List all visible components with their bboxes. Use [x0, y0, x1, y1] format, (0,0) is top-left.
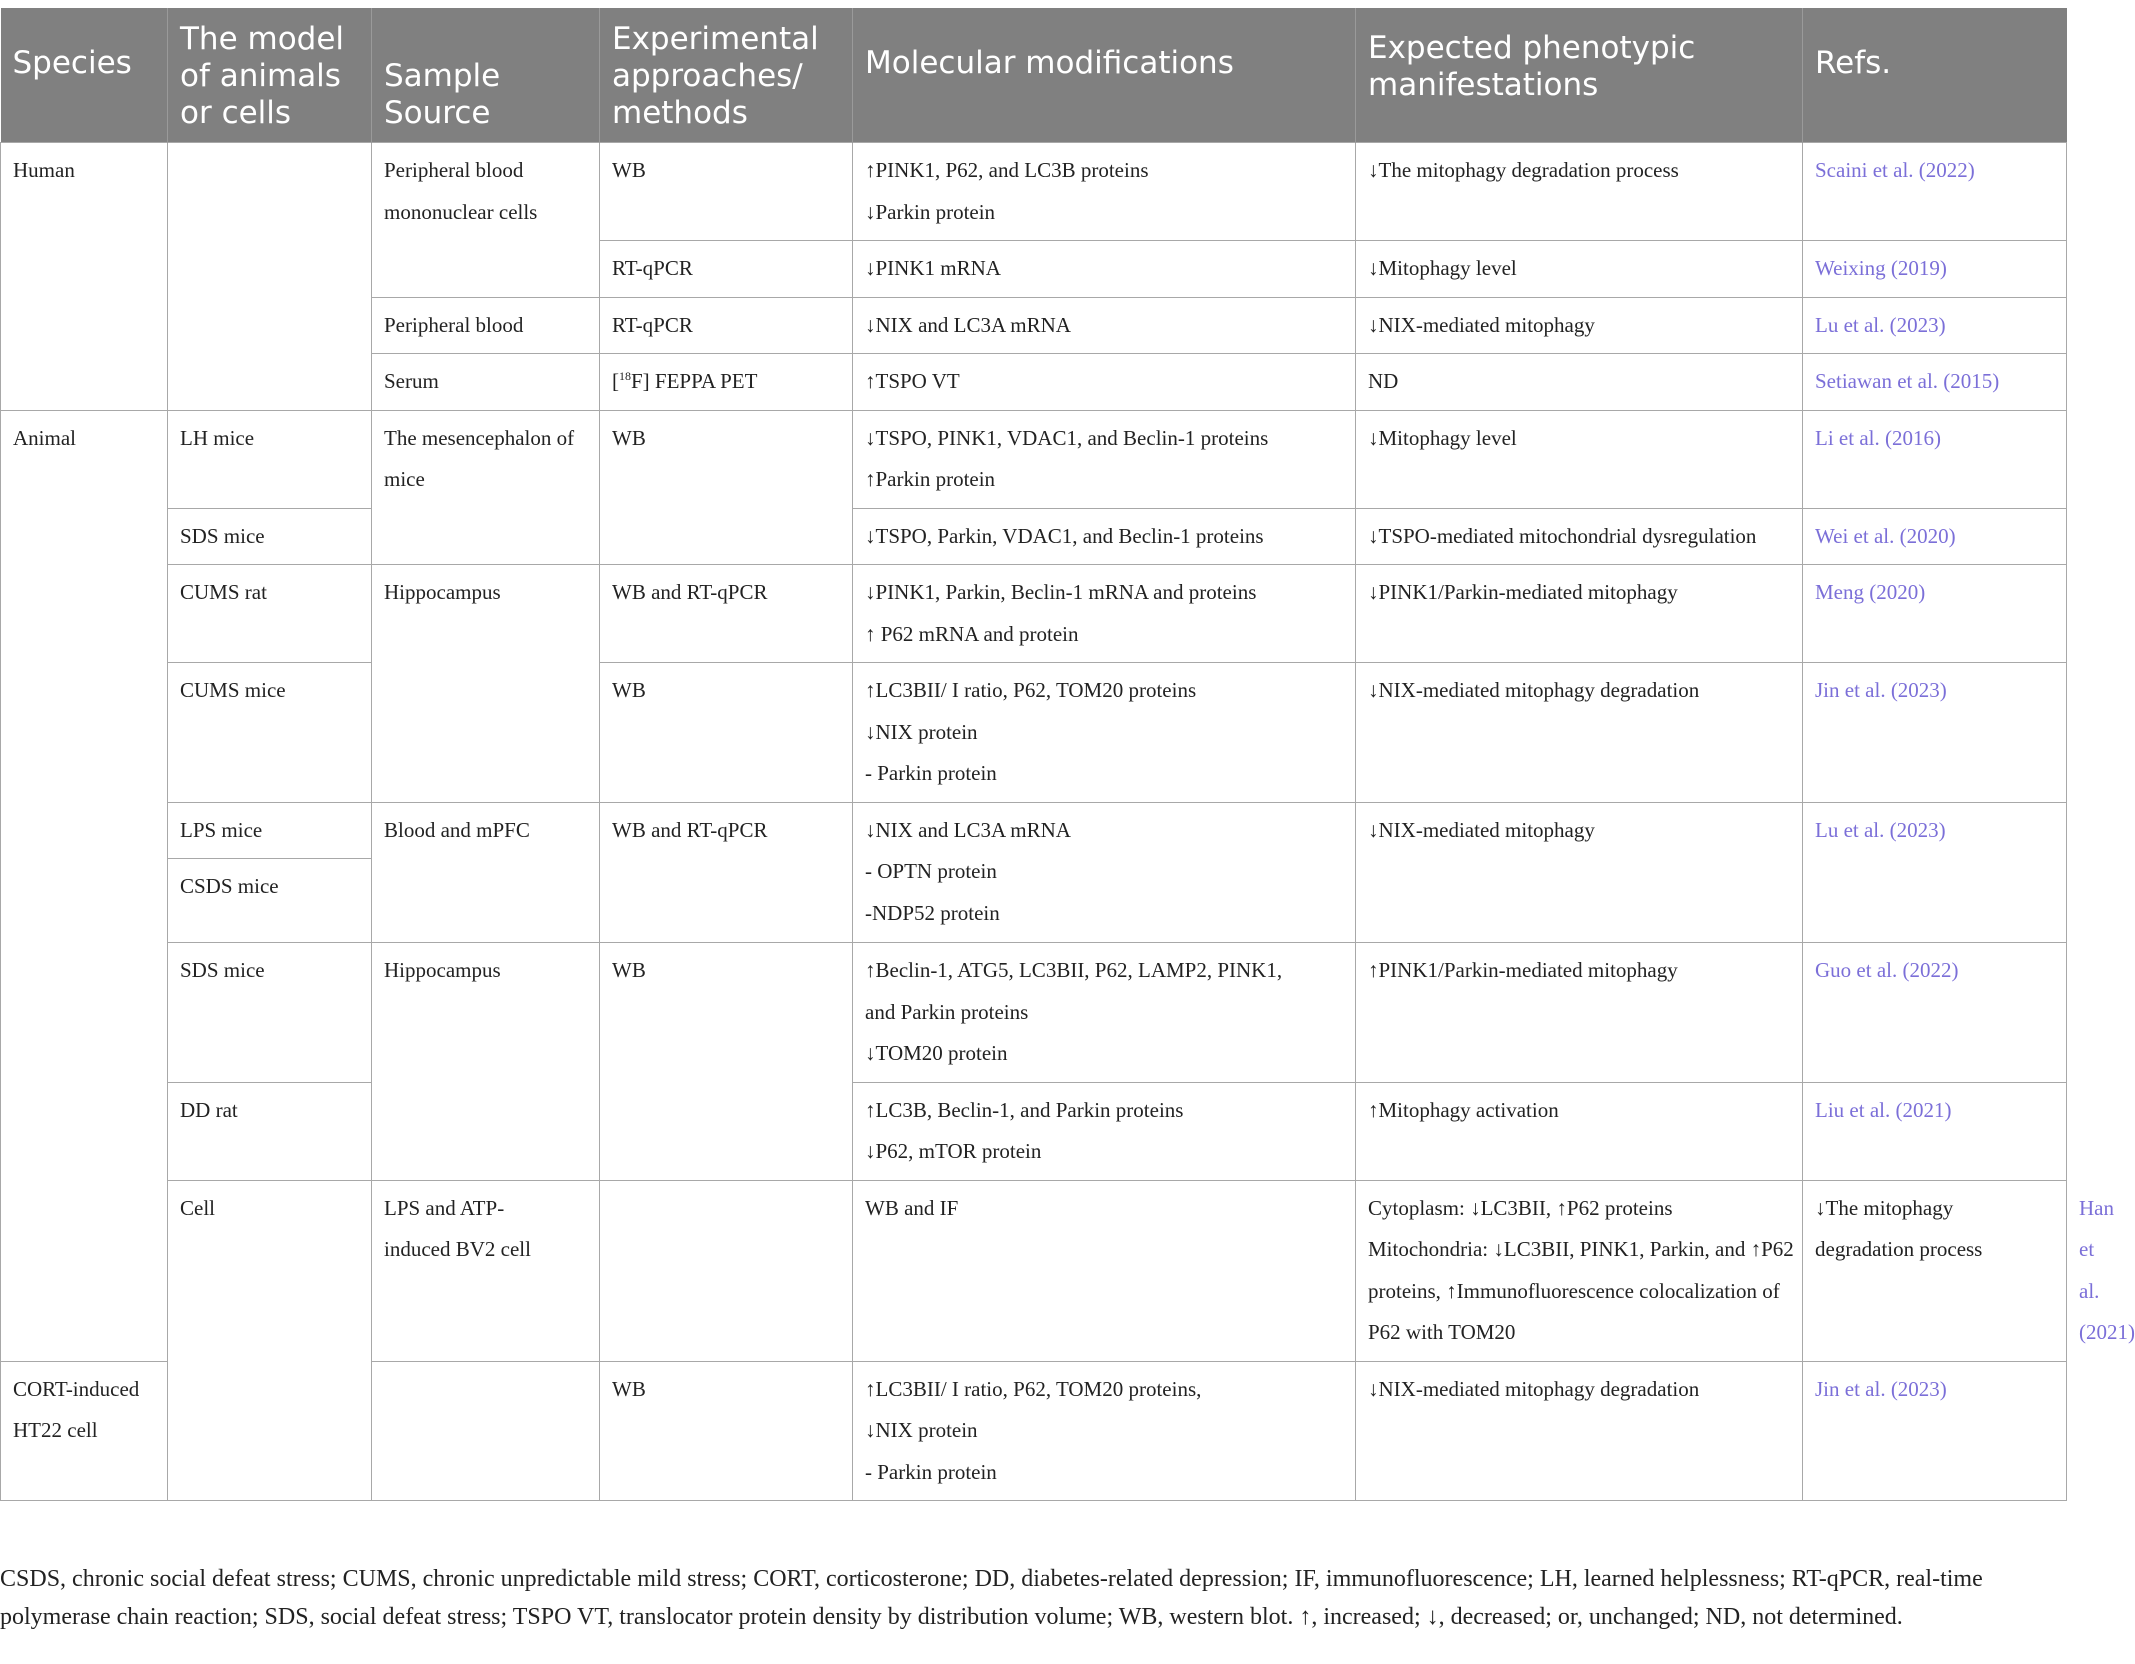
ref-cell: [1803, 241, 2067, 298]
ref-link[interactable]: Weixing (2019): [1815, 256, 1947, 280]
sample-cell-empty: [600, 1180, 853, 1361]
method-cell: RT-qPCR: [600, 297, 853, 354]
model-cell: DD rat: [168, 1082, 372, 1180]
method-cell: WB: [600, 143, 853, 241]
header-row: [1, 8, 2067, 143]
method-superscript: 18: [619, 369, 631, 383]
sample-cell: [372, 410, 600, 565]
ref-cell: [1803, 565, 2067, 663]
table-row: [1, 143, 2067, 241]
ref-link[interactable]: Guo et al. (2022): [1815, 958, 1959, 982]
phenotype-cell: ↓PINK1/Parkin-mediated mitophagy: [1356, 565, 1803, 663]
molecular-line: proteins, ↑Immunofluorescence colocalization of: [1368, 1278, 1780, 1303]
header-molecular: Molecular modifications: [853, 8, 1356, 143]
sample-cell: Hippocampus: [372, 943, 600, 1181]
phenotype-cell: ↓The mitophagy degradation process: [1803, 1180, 2067, 1361]
phenotype-cell: ↓NIX-mediated mitophagy degradation: [1356, 663, 1803, 803]
species-cell: Human: [1, 143, 168, 411]
phenotype-cell: ↓TSPO-mediated mitochondrial dysregulation: [1356, 508, 1803, 565]
ref-cell: [1803, 943, 2067, 1083]
molecular-line: and Parkin proteins: [865, 999, 1029, 1024]
molecular-line: ↓NIX protein: [865, 1418, 978, 1442]
model-cell: [1, 1361, 168, 1501]
ref-cell: [1803, 802, 2067, 943]
table-row: [1, 943, 2067, 1083]
molecular-line: ↑LC3BII/ I ratio, P62, TOM20 proteins,: [865, 1376, 1202, 1401]
phenotype-cell: ↓Mitophagy level: [1356, 241, 1803, 298]
method-cell: WB and RT-qPCR: [600, 802, 853, 943]
molecular-cell: [853, 1361, 1356, 1501]
ref-link[interactable]: Liu et al. (2021): [1815, 1097, 1952, 1122]
model-cell: SDS mice: [168, 508, 372, 565]
header-refs: Refs.: [1803, 8, 2067, 143]
mitophagy-table-container: [0, 8, 2135, 1501]
molecular-line: ↓Parkin protein: [865, 199, 996, 224]
model-line: HT22 cell: [13, 1418, 98, 1442]
molecular-cell: [853, 1082, 1356, 1180]
header-model: The model of animals or cells: [168, 8, 372, 143]
model-cell-empty: [168, 143, 372, 411]
sample-text: The mesencephalon of mice: [384, 425, 575, 491]
phenotype-cell: ↑PINK1/Parkin-mediated mitophagy: [1356, 943, 1803, 1083]
model-line: LPS and ATP-: [384, 1195, 505, 1220]
molecular-line: Mitochondria: ↓LC3BII, PINK1, Parkin, and ↑P62: [1368, 1237, 1794, 1261]
molecular-line: ↑PINK1, P62, and LC3B proteins: [865, 158, 1149, 182]
phenotype-cell: ↓NIX-mediated mitophagy degradation: [1356, 1361, 1803, 1501]
molecular-line: ↓NIX protein: [865, 719, 978, 744]
molecular-line: ↓NIX and LC3A mRNA: [865, 817, 1071, 842]
header-phenotype: Expected phenotypic manifestations: [1356, 8, 1803, 143]
molecular-cell: [1356, 1180, 1803, 1361]
molecular-line: ↑Parkin protein: [865, 467, 996, 491]
sample-cell: Serum: [372, 354, 600, 411]
sample-cell: Hippocampus: [372, 565, 600, 803]
phenotype-cell: ↓The mitophagy degradation process: [1356, 143, 1803, 241]
method-cell: RT-qPCR: [600, 241, 853, 298]
model-line: induced BV2 cell: [384, 1237, 531, 1261]
model-cell: LH mice: [168, 410, 372, 508]
ref-cell: [1803, 143, 2067, 241]
phenotype-cell: ↑Mitophagy activation: [1356, 1082, 1803, 1180]
method-cell: WB: [600, 943, 853, 1181]
method-cell: [600, 354, 853, 411]
molecular-line: - Parkin protein: [865, 1459, 997, 1484]
table-row: [1, 410, 2067, 508]
ref-cell: [1803, 354, 2067, 411]
ref-link[interactable]: Scaini et al. (2022): [1815, 158, 1975, 182]
mitophagy-table: [0, 8, 2135, 1501]
molecular-cell: ↓NIX and LC3A mRNA: [853, 297, 1356, 354]
table-row: [1, 508, 2067, 565]
molecular-cell: [853, 410, 1356, 508]
ref-cell: [1803, 410, 2067, 508]
molecular-cell: ↓TSPO, Parkin, VDAC1, and Beclin-1 proteins: [853, 508, 1356, 565]
ref-link[interactable]: Li et al. (2016): [1815, 425, 1941, 450]
molecular-cell: [853, 943, 1356, 1083]
ref-link[interactable]: Setiawan et al. (2015): [1815, 369, 2000, 393]
molecular-line: - OPTN protein: [865, 859, 997, 883]
ref-link[interactable]: Meng (2020): [1815, 580, 1926, 604]
ref-link[interactable]: Jin et al. (2023): [1815, 1376, 1947, 1401]
method-prefix: [: [612, 369, 619, 393]
method-cell: WB: [600, 1361, 853, 1501]
ref-link[interactable]: Lu et al. (2023): [1815, 817, 1946, 842]
molecular-cell: ↓PINK1 mRNA: [853, 241, 1356, 298]
molecular-line: ↑LC3BII/ I ratio, P62, TOM20 proteins: [865, 678, 1197, 702]
molecular-cell: [853, 143, 1356, 241]
table-row: [1, 565, 2067, 663]
method-cell: WB and RT-qPCR: [600, 565, 853, 663]
species-cell: Animal: [1, 410, 168, 1361]
sample-cell: Blood and mPFC: [372, 802, 600, 943]
method-cell: WB: [600, 663, 853, 803]
sample-cell: Peripheral blood: [372, 297, 600, 354]
model-cell: CUMS rat: [168, 565, 372, 663]
molecular-line: Cytoplasm: ↓LC3BII, ↑P62 proteins: [1368, 1195, 1673, 1220]
method-cell: WB: [600, 410, 853, 565]
model-cell: SDS mice: [168, 943, 372, 1083]
molecular-line: ↓PINK1, Parkin, Beclin-1 mRNA and proteins: [865, 580, 1257, 604]
model-cell: LPS mice: [168, 802, 372, 859]
ref-cell: [1803, 663, 2067, 803]
sample-cell: Peripheral blood mononuclear cells: [372, 143, 600, 298]
molecular-cell: ↑TSPO VT: [853, 354, 1356, 411]
header-sample: Sample Source: [372, 8, 600, 143]
molecular-line: ↓TSPO, PINK1, VDAC1, and Beclin-1 proteins: [865, 425, 1269, 450]
ref-link[interactable]: Jin et al. (2023): [1815, 678, 1947, 702]
model-cell: CSDS mice: [168, 859, 372, 943]
phenotype-cell: ↓NIX-mediated mitophagy: [1356, 297, 1803, 354]
phenotype-cell: ↓NIX-mediated mitophagy: [1356, 802, 1803, 943]
molecular-line: ↑LC3B, Beclin-1, and Parkin proteins: [865, 1097, 1184, 1122]
molecular-line: -NDP52 protein: [865, 900, 1000, 925]
ref-cell: [1803, 508, 2067, 565]
ref-link[interactable]: Wei et al. (2020): [1815, 523, 1956, 548]
ref-cell: [1803, 1361, 2067, 1501]
table-row: [1, 802, 2067, 859]
molecular-line: ↓TOM20 protein: [865, 1041, 1008, 1065]
model-cell: [372, 1180, 600, 1361]
model-line: CORT-induced: [13, 1376, 140, 1401]
phenotype-cell: ND: [1356, 354, 1803, 411]
header-species: Species: [1, 8, 168, 143]
molecular-cell: [853, 802, 1356, 943]
table-footnote: CSDS, chronic social defeat stress; CUMS, chronic unpredictable mild stress; CORT, corticosterone; DD, diabetes-related depression; IF, immunofluorescence; LH, learned helplessness; RT-qPCR, real-time polymerase chain reaction; SDS, social defeat stress; TSPO VT, translocator protein density by distribution volume; WB, western blot. ↑, increased; ↓, decreased; or, unchanged; ND, not determined.: [0, 1566, 1983, 1630]
molecular-cell: [853, 565, 1356, 663]
table-row: [1, 1180, 2067, 1361]
molecular-line: ↑Beclin-1, ATG5, LC3BII, P62, LAMP2, PINK1,: [865, 958, 1283, 982]
ref-cell: [1803, 1082, 2067, 1180]
molecular-line: ↑ P62 mRNA and protein: [865, 621, 1079, 646]
molecular-line: - Parkin protein: [865, 761, 997, 785]
molecular-line: ↓P62, mTOR protein: [865, 1139, 1042, 1163]
table-row: [1, 663, 2067, 803]
phenotype-cell: ↓Mitophagy level: [1356, 410, 1803, 508]
molecular-cell: [853, 663, 1356, 803]
ref-link[interactable]: Lu et al. (2023): [1815, 312, 1946, 337]
ref-link[interactable]: Han et al. (2021): [2079, 1195, 2135, 1344]
method-cell: WB and IF: [853, 1180, 1356, 1361]
header-methods: Experimental approaches/ methods: [600, 8, 853, 143]
model-cell: CUMS mice: [168, 663, 372, 803]
molecular-line: P62 with TOM20: [1368, 1320, 1516, 1344]
table-row: [1, 1082, 2067, 1180]
method-suffix: F] FEPPA PET: [631, 369, 758, 393]
species-cell: Cell: [168, 1180, 372, 1501]
sample-cell-empty: [372, 1361, 600, 1501]
ref-cell: [1803, 297, 2067, 354]
